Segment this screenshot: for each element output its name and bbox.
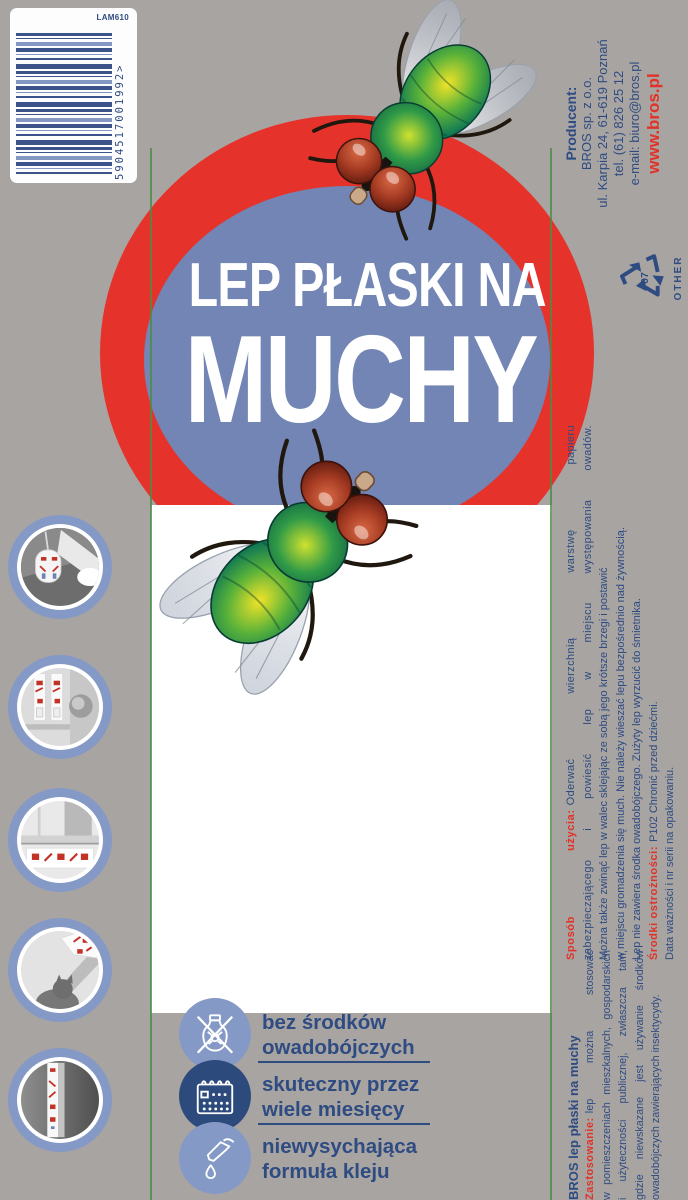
usage-line: Lep nie zawiera środka owadobójczego. Zużyty lep wyrzucić do śmietnika. [631,598,643,960]
usage-line: Można także zwinąć lep w walec sklejając ze sobą jego krótsze brzegi i postawić [598,567,610,960]
recycling-mark [616,234,688,322]
sku-code: LAM610 [96,13,129,22]
producer-company: BROS sp. z o.o. [579,76,594,171]
hanging-roll-near-lamp-icon [21,528,99,606]
producer-info [563,10,688,237]
producer-phone: tel. (61) 826 25 12 [611,70,626,177]
application-line: Zastosowanie:lep można stosować [584,950,596,1200]
usage-photo-windowsill [8,788,112,892]
producer-website: www.bros.pl [644,73,663,174]
producer-email: e-mail: biuro@bros.pl [627,61,642,186]
application-line: gdzie niewskazane jest używanie środków [633,950,646,1200]
usage-line: Data ważności i nr serii na opakowaniu. [664,766,676,960]
feature-label-3: niewysychająca formuła kleju [262,1135,417,1183]
title-line-1: LEP PŁASKI NA [188,251,546,320]
feature-label-1: bez środków owadobójczych [262,1011,415,1059]
strips-on-door-icon [21,668,99,746]
producer-title: Producent: [563,86,579,161]
barcode-number: 5904517001992> [114,63,126,180]
no-insecticide-icon [192,1011,238,1057]
barcode-icon [16,33,112,178]
product-title [144,186,550,451]
producer-address: ul. Karpia 24, 61-619 Poznań [595,39,610,208]
cut-line-right [550,148,552,1200]
glue-drop-icon [192,1135,238,1181]
title-line-2: MUCHY [184,311,537,449]
recycling-icon [616,251,668,305]
usage-instructions [563,425,686,960]
feature-icon-glue [179,1122,251,1194]
cut-line-left [150,148,152,1200]
usage-precaution-line: Środki ostrożności:P102 Chronić przed dziećmi. [647,701,660,960]
usage-line: w miejscu gromadzenia się much. Nie należy wieszać lepu bezpośrednio nad żywnością. [614,527,627,960]
usage-line: Sposób użycia:Oderwać wierzchnią warstwę papieru [565,425,577,960]
usage-photo-strip-side [8,1048,112,1152]
feature-label-2: skuteczny przez wiele miesięcy [262,1073,420,1121]
application-info [565,950,672,1200]
calendar-icon [192,1073,238,1119]
feature-divider-1 [258,1061,430,1063]
svg-text:07: 07 [640,272,652,284]
usage-photo-lamp [8,515,112,619]
usage-line: zabezpieczającego i powiesić lep w miejscu występowania owadów. [581,425,594,960]
application-line: owadobójczych zawierających insektycydy. [650,994,663,1200]
usage-photo-window-cat [8,918,112,1022]
strip-on-window-cat-icon [21,931,99,1009]
product-name: BROS lep płaski na muchy [566,1035,581,1200]
feature-divider-2 [258,1123,430,1125]
barcode-panel [10,8,137,183]
recycling-material: OTHER [673,255,684,301]
application-line: w pomieszczeniach mieszkalnych, gospodarskich [600,950,613,1200]
usage-photo-door [8,655,112,759]
strip-on-windowsill-icon [21,801,99,879]
application-line: i użyteczności publicznej, zwłaszcza tam, [617,950,630,1200]
strip-side-view-icon [21,1061,99,1139]
